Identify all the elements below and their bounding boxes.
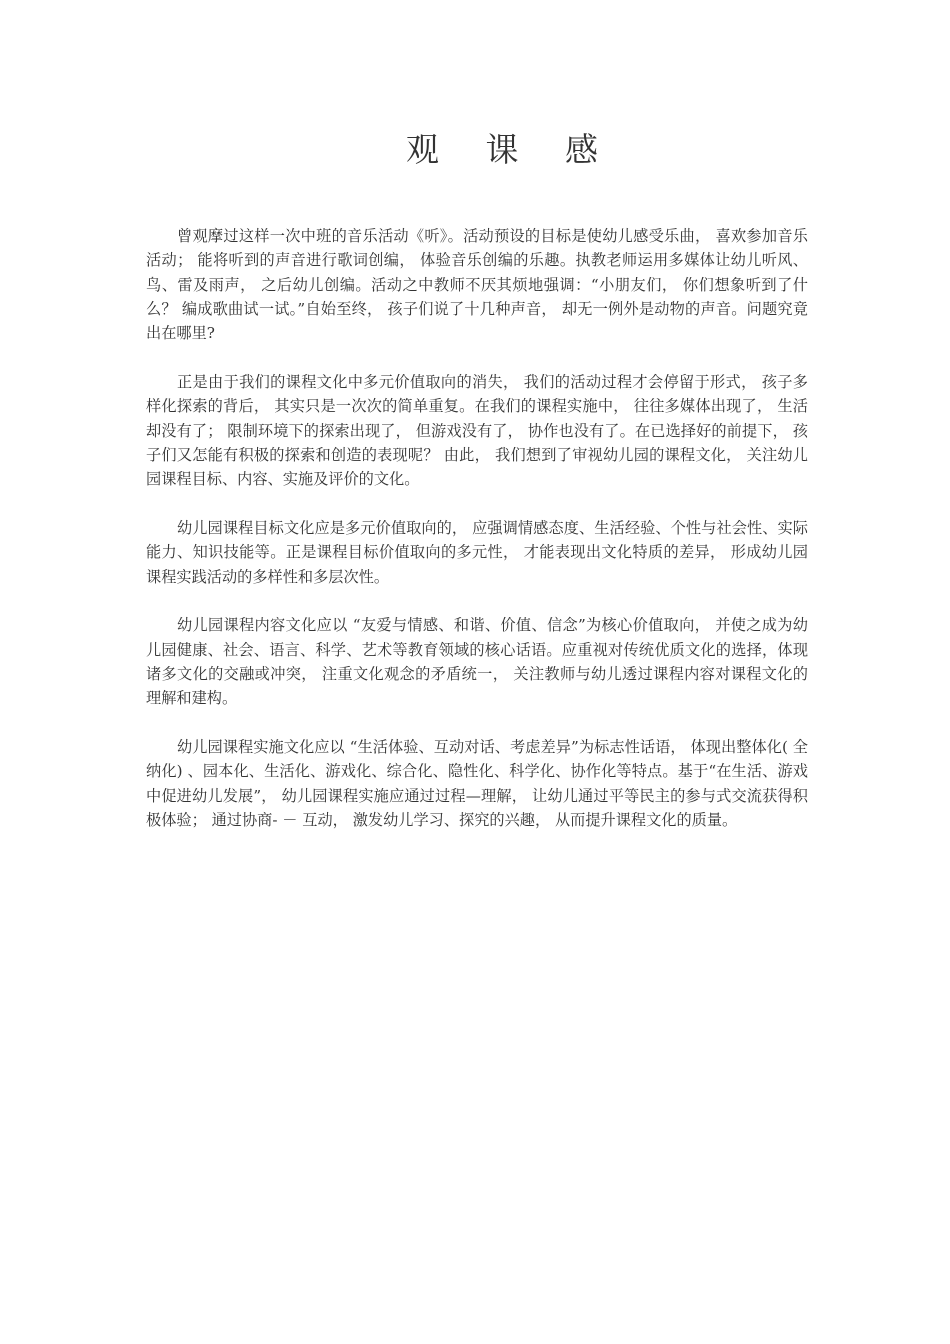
document-body bbox=[146, 224, 808, 857]
paragraph-3: 幼儿园课程目标文化应是多元价值取向的， 应强调情感态度、生活经验、个性与社会性、实际能力、知识技能等。正是课程目标价值取向的多元性， 才能表现出文化特质的差异， 形成幼儿园课程实践活动的多样性和多层次性。 bbox=[146, 518, 808, 586]
paragraph-4: 幼儿园课程内容文化应以 “友爱与情感、和谐、价值、信念”为核心价值取向， 并使之成为幼儿园健康、社会、语言、科学、艺术等教育领域的核心话语。应重视对传统优质文化的选择，体现诸多文化的交融或冲突， 注重文化观念的矛盾统一， 关注教师与幼儿透过课程内容对课程文化的理解和建构。 bbox=[146, 616, 808, 708]
paragraph-5: 幼儿园课程实施文化应以 “生活体验、互动对话、考虑差异”为标志性话语， 体现出整体化( 全纳化) 、园本化、生活化、游戏化、综合化、隐性化、科学化、协作化等特点。基于“在生活、游戏中促进幼儿发展”， 幼儿园课程实施应通过过程—理解， 让幼儿通过平等民主的参与式交流获得积极体验； 通过协商- － 互动， 激发幼儿学习、探究的兴趣， 从而提升课程文化的质量。 bbox=[146, 738, 808, 829]
paragraph-2: 正是由于我们的课程文化中多元价值取向的消失， 我们的活动过程才会停留于形式， 孩子多样化探索的背后， 其实只是一次次的简单重复。在我们的课程实施中， 往往多媒体出现了， 生活却没有了； 限制环境下的探索出现了， 但游戏没有了， 协作也没有了。在已选择好的前提下， 孩子们又怎能有积极的探索和创造的表现呢？ 由此， 我们想到了审视幼儿园的课程文化， 关注幼儿园课程目标、内容、实施及评价的文化。 bbox=[146, 372, 808, 489]
document-title: 观 课 感 bbox=[406, 130, 616, 169]
paragraph-1: 曾观摩过这样一次中班的音乐活动《听》。活动预设的目标是使幼儿感受乐曲， 喜欢参加音乐活动； 能将听到的声音进行歌词创编， 体验音乐创编的乐趣。执教老师运用多媒体让幼儿听风、鸟、雷及雨声， 之后幼儿创编。活动之中教师不厌其烦地强调：“小朋友们， 你们想象听到了什么？ 编成歌曲试一试。”自始至终， 孩子们说了十几种声音， 却无一例外是动物的声音。问题究竟出在哪里? bbox=[146, 227, 808, 343]
